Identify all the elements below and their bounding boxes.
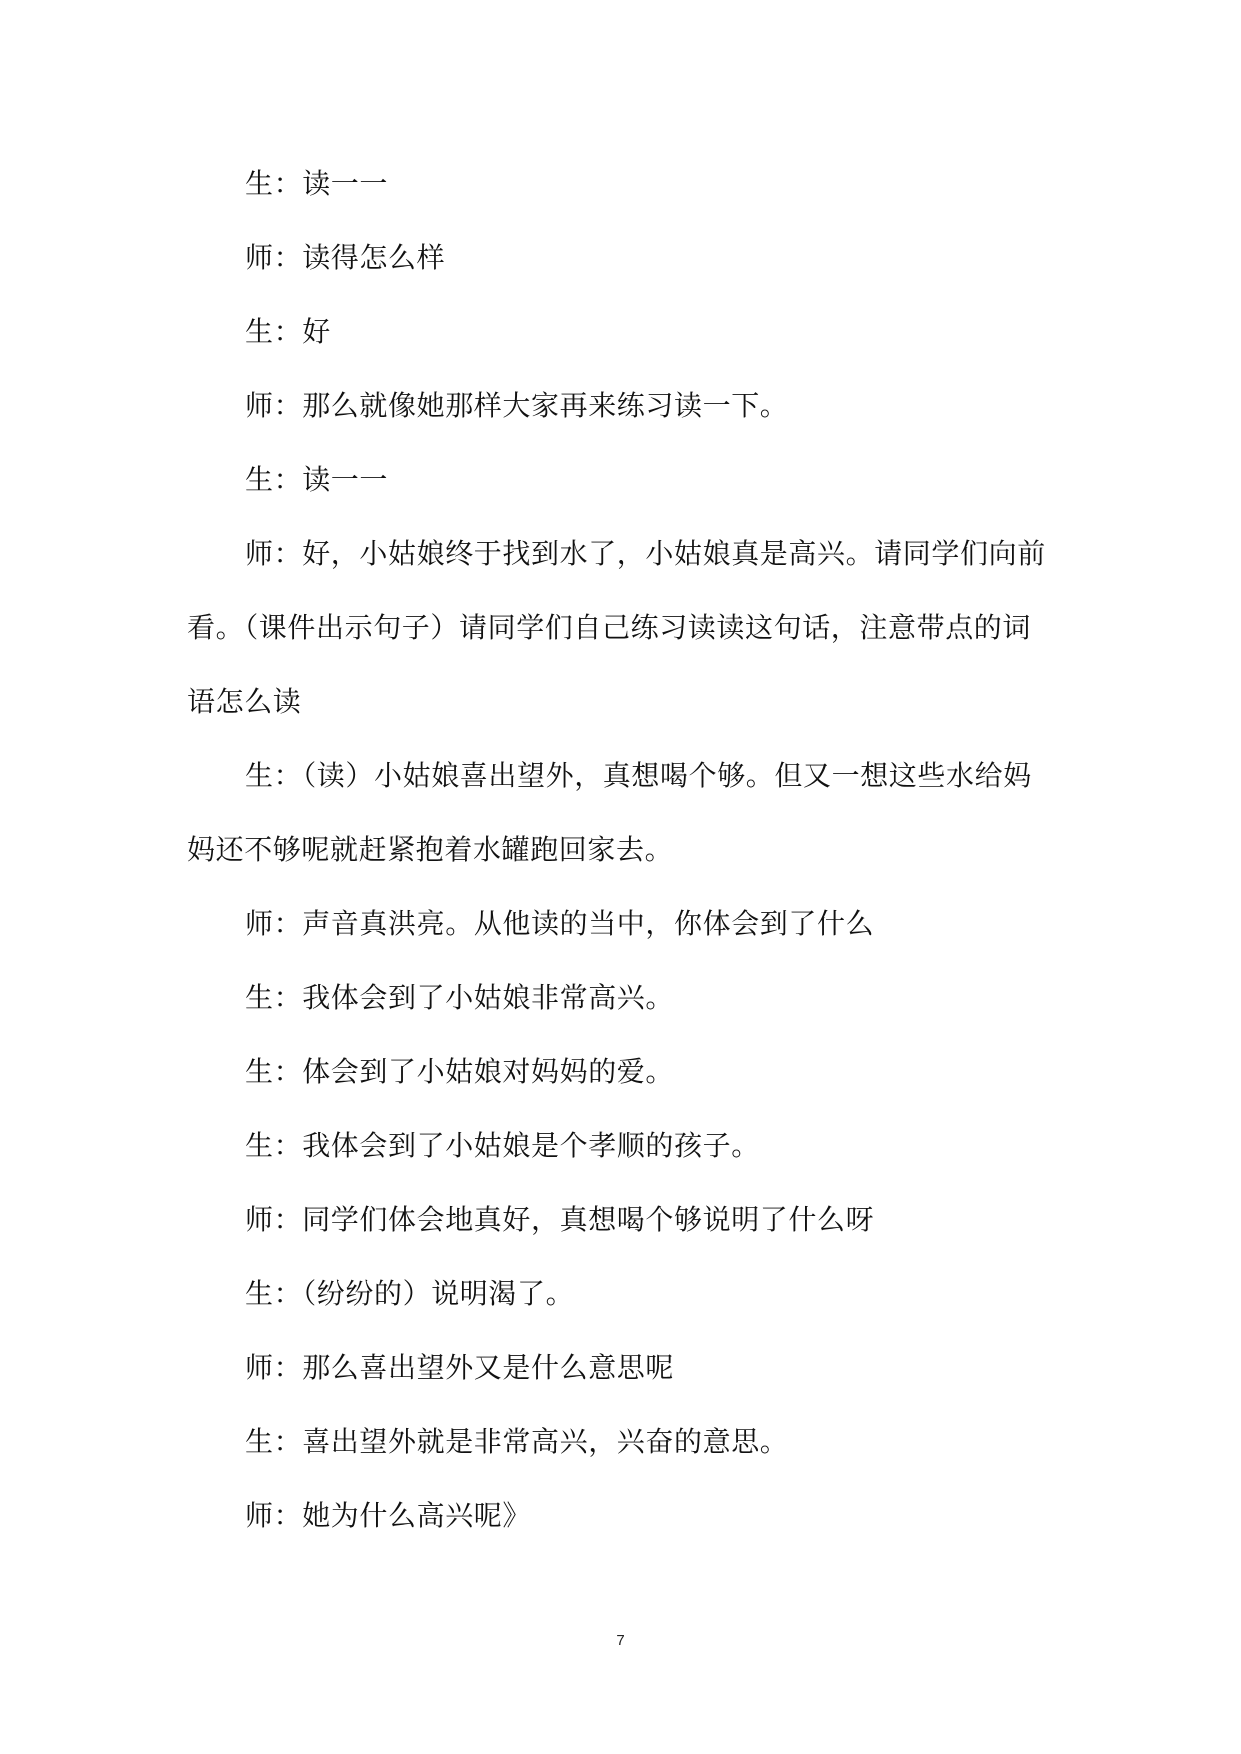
paragraph-14: 师：那么喜出望外又是什么意思呢 (245, 1351, 675, 1384)
page-number: 7 (616, 1632, 625, 1649)
document-body (187, 147, 1057, 1553)
paragraph-11: 生：我体会到了小姑娘是个孝顺的孩子。 (245, 1129, 760, 1162)
paragraph-16: 师：她为什么高兴呢》 (245, 1499, 532, 1532)
paragraph-9: 生：我体会到了小姑娘非常高兴。 (245, 981, 675, 1014)
paragraph-12: 师：同学们体会地真好，真想喝个够说明了什么呀 (245, 1203, 875, 1236)
paragraph-5: 生：读一一 (245, 463, 389, 496)
paragraph-3: 生：好 (245, 315, 331, 348)
paragraph-10: 生：体会到了小姑娘对妈妈的爱。 (245, 1055, 675, 1088)
paragraph-8: 师：声音真洪亮。从他读的当中，你体会到了什么 (245, 907, 875, 940)
paragraph-15: 生：喜出望外就是非常高兴，兴奋的意思。 (245, 1425, 789, 1458)
paragraph-4: 师：那么就像她那样大家再来练习读一下。 (245, 389, 789, 422)
paragraph-1: 生：读一一 (245, 167, 389, 200)
paragraph-2: 师：读得怎么样 (245, 241, 446, 274)
paragraph-6: 师：好，小姑娘终于找到水了，小姑娘真是高兴。请同学们向前看。（课件出示句子）请同学们自己练习读读这句话，注意带点的词语怎么读 (187, 537, 1046, 718)
paragraph-13: 生：（纷纷的）说明渴了。 (245, 1277, 575, 1310)
paragraph-7: 生：（读）小姑娘喜出望外，真想喝个够。但又一想这些水给妈妈还不够呢就赶紧抱着水罐跑回家去。 (187, 759, 1032, 866)
